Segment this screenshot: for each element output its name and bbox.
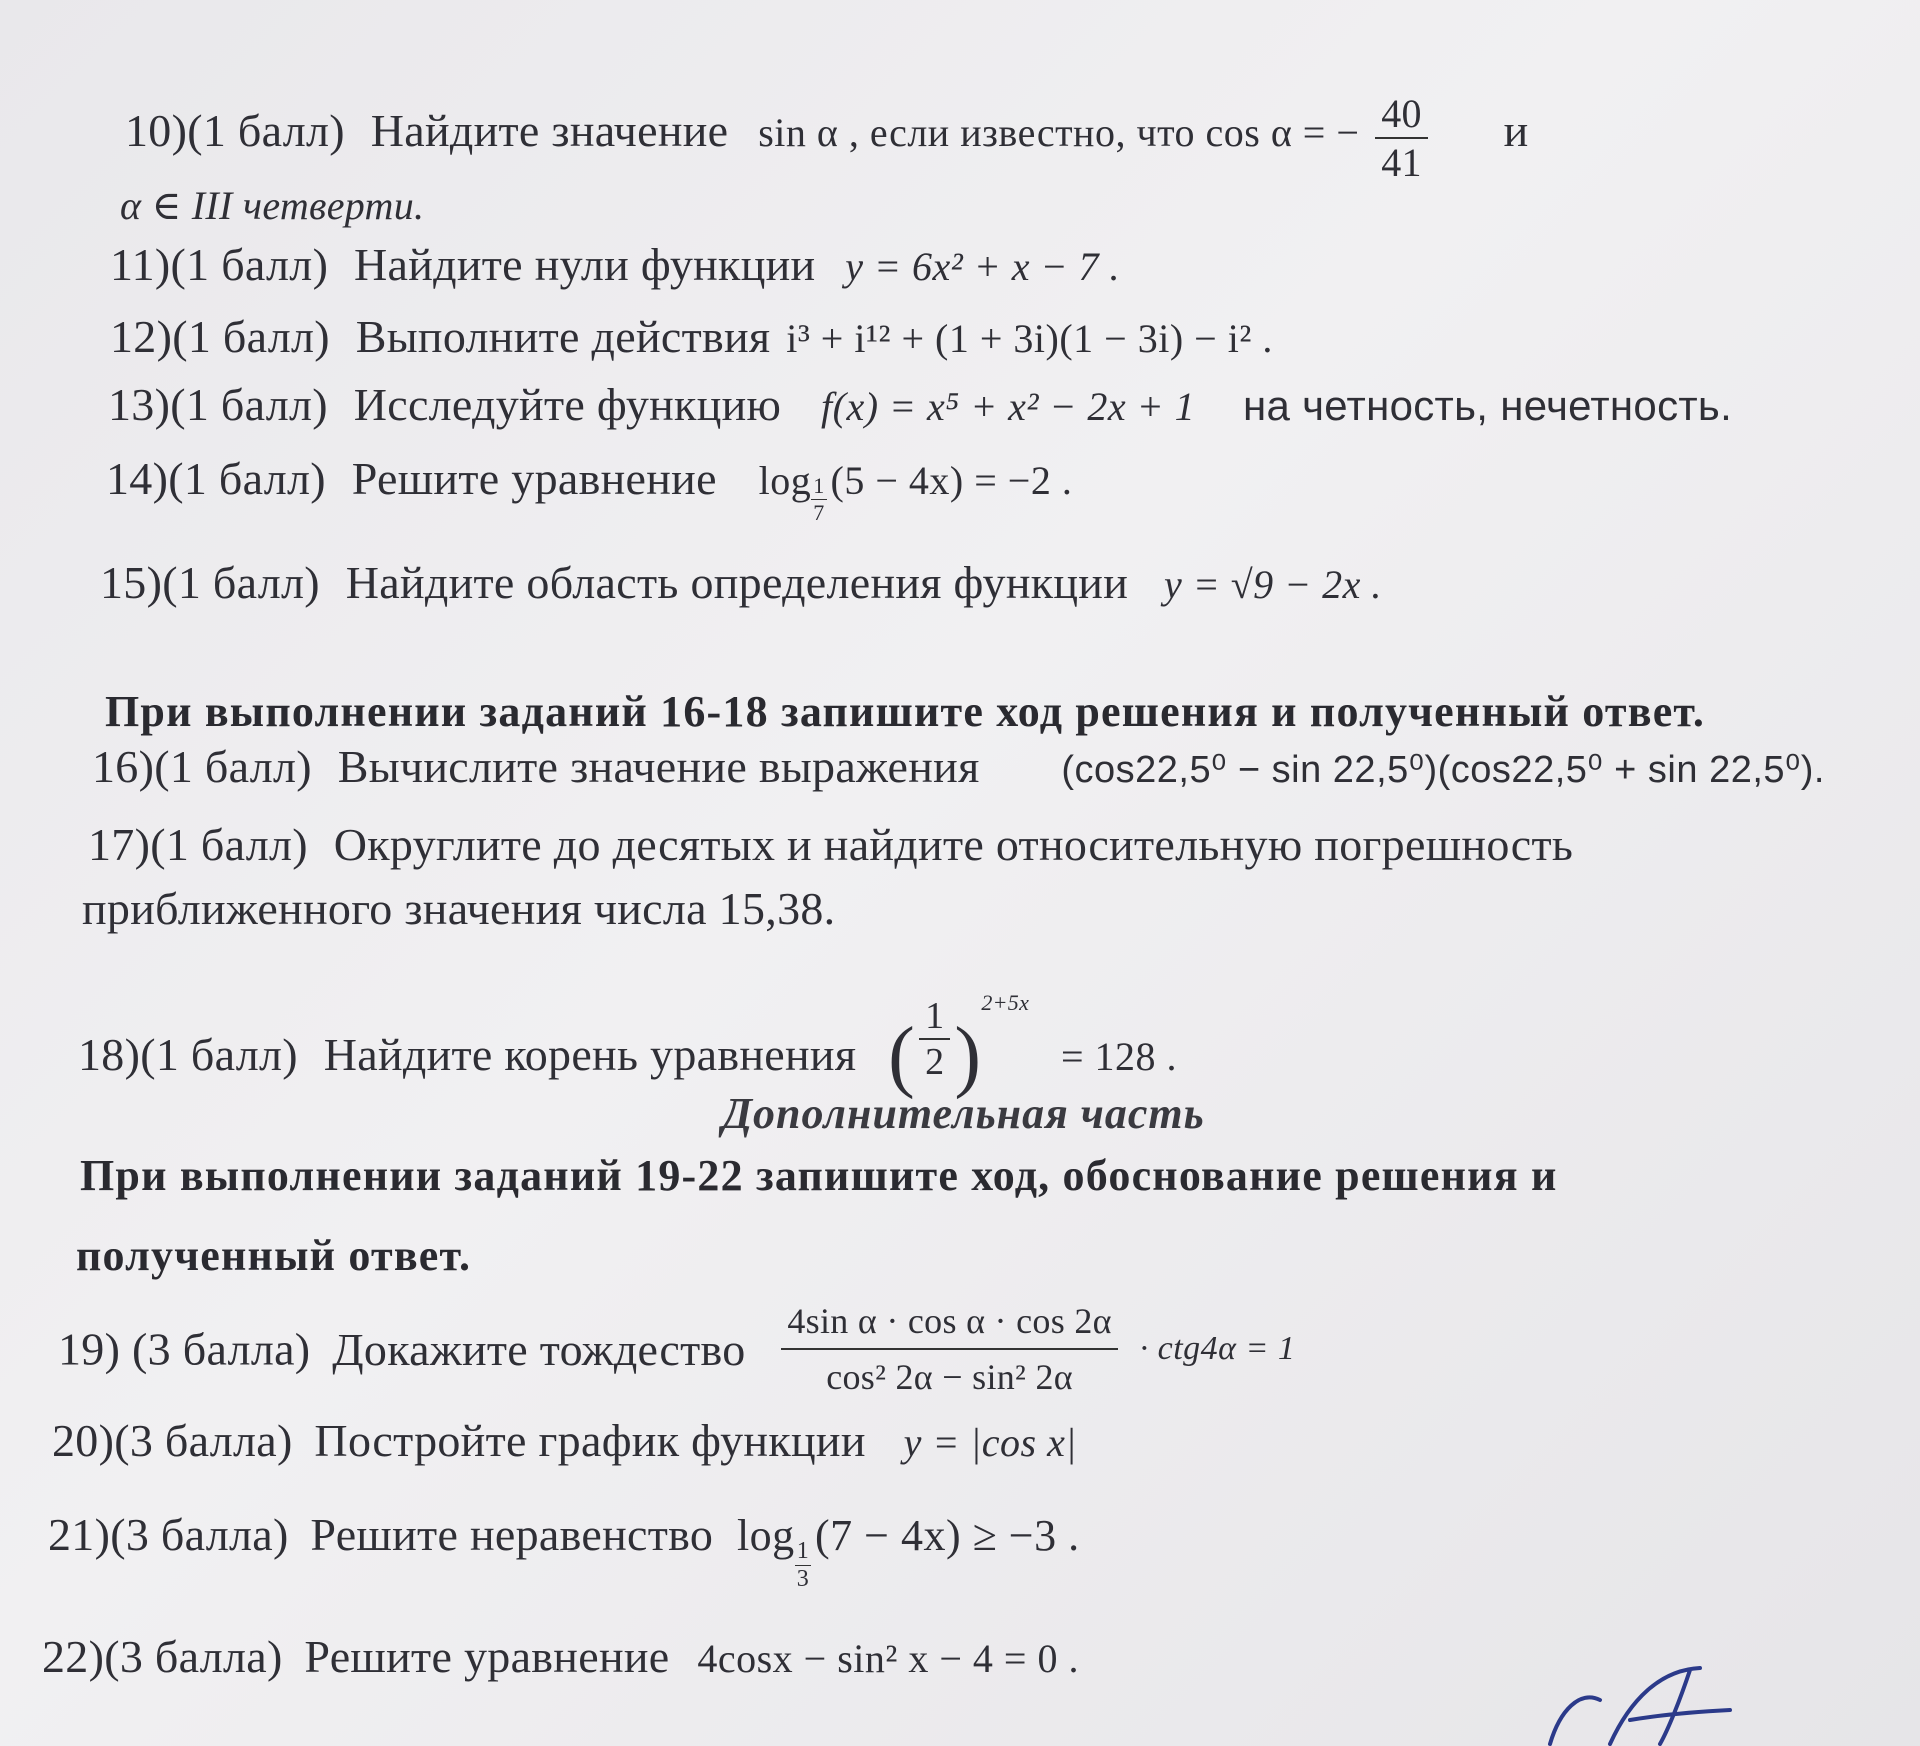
exponent: 2+5x <box>981 990 1030 1015</box>
task-15 <box>100 556 1382 609</box>
task-math: y = √9 − 2x . <box>1163 562 1382 607</box>
task-16 <box>92 740 1825 793</box>
task-math: (7 − 4x) ≥ −3 . <box>815 1511 1080 1560</box>
fraction <box>919 994 950 1084</box>
heading-text: При выполнении заданий 16-18 запишите ход решения и полученный ответ. <box>105 687 1706 736</box>
task-prefix: 10)(1 балл) <box>125 105 345 156</box>
fraction-denominator: 2 <box>925 1041 945 1083</box>
fraction <box>1375 90 1428 186</box>
fraction <box>781 1300 1117 1398</box>
task-prefix: 19) (3 балла) <box>58 1323 311 1375</box>
task-text: α ∈ III четверти. <box>120 183 425 228</box>
task-11 <box>110 238 1120 291</box>
task-13 <box>108 378 1732 431</box>
log-symbol: log <box>736 1511 795 1560</box>
task-text: Исследуйте функцию <box>353 379 782 430</box>
task-math: y = 6x² + x − 7 . <box>845 244 1120 289</box>
fraction-numerator: 4sin α · cos α · cos 2α <box>781 1300 1117 1350</box>
section-heading-16-18 <box>105 686 1705 737</box>
task-prefix: 16)(1 балл) <box>92 741 312 792</box>
task-text: Округлите до десятых и найдите относительную погрешность <box>333 819 1574 870</box>
section-subheading-additional <box>722 1088 1205 1139</box>
task-math: i³ + i¹² + (1 + 3i)(1 − 3i) − i² . <box>786 316 1273 361</box>
task-14 <box>106 452 1072 526</box>
fraction-denominator: 41 <box>1381 140 1422 185</box>
task-21 <box>48 1508 1080 1593</box>
task-20 <box>52 1414 1077 1467</box>
task-text: Решите уравнение <box>351 453 717 504</box>
task-prefix: 15)(1 балл) <box>100 557 320 608</box>
task-12 <box>110 310 1273 363</box>
log-base-fraction <box>811 473 826 526</box>
right-paren: ) <box>954 1012 982 1100</box>
task-prefix: 12)(1 балл) <box>110 311 330 362</box>
task-text: Вычислите значение выражения <box>337 741 980 792</box>
task-math: (cos22,5⁰ − sin 22,5⁰)(cos22,5⁰ + sin 22,5⁰). <box>1061 749 1825 791</box>
task-text: Решите неравенство <box>310 1509 714 1560</box>
fraction-numerator: 40 <box>1375 90 1428 139</box>
handwritten-signature <box>1540 1660 1740 1746</box>
section-heading-19-22-continuation <box>76 1230 471 1281</box>
task-tail: и <box>1503 105 1529 156</box>
task-10 <box>125 90 1529 186</box>
task-text: Решите уравнение <box>304 1631 670 1682</box>
left-paren: ( <box>888 1012 916 1100</box>
task-prefix: 14)(1 балл) <box>106 453 326 504</box>
log-base-denominator: 7 <box>813 500 825 525</box>
subheading-text: Дополнительная часть <box>722 1089 1205 1138</box>
task-17-continuation <box>82 882 835 935</box>
task-text: Докажите тождество <box>332 1323 746 1375</box>
task-math: y = |cos x| <box>903 1420 1077 1465</box>
heading-text-line-2: полученный ответ. <box>76 1231 472 1280</box>
task-math: 4cosx − sin² x − 4 = 0 . <box>697 1636 1079 1681</box>
task-19 <box>58 1300 1295 1398</box>
task-math: = 128 . <box>1060 1034 1178 1079</box>
task-prefix: 18)(1 балл) <box>78 1029 298 1080</box>
fraction-denominator: cos² 2α − sin² 2α <box>826 1357 1073 1397</box>
task-17 <box>88 818 1573 871</box>
task-prefix: 20)(3 балла) <box>52 1415 293 1466</box>
task-tail: на четность, нечетность. <box>1242 382 1733 429</box>
task-prefix: 22)(3 балла) <box>42 1631 283 1682</box>
heading-text-line-1: При выполнении заданий 19-22 запишите ход, обоснование решения и <box>80 1151 1558 1200</box>
task-prefix: 21)(3 балла) <box>48 1509 289 1560</box>
log-symbol: log <box>758 458 812 503</box>
task-text: Найдите нули функции <box>354 239 816 290</box>
task-18 <box>78 990 1177 1102</box>
task-text: Найдите корень уравнения <box>323 1029 857 1080</box>
task-10-continuation <box>120 182 424 229</box>
task-text: Постройте график функции <box>314 1415 866 1466</box>
task-prefix: 11)(1 балл) <box>110 239 329 290</box>
task-math: (5 − 4x) = −2 . <box>830 458 1073 503</box>
task-text: Найдите значение <box>370 105 729 156</box>
task-text: Выполните действия <box>355 311 771 362</box>
task-text: приближенного значения числа 15,38. <box>82 883 836 934</box>
fraction-numerator: 1 <box>919 994 950 1040</box>
log-base-numerator: 1 <box>813 473 825 498</box>
task-math: sin α , если известно, что cos α = − <box>758 110 1360 155</box>
log-base-numerator: 1 <box>796 1538 809 1564</box>
log-base-denominator: 3 <box>796 1566 809 1592</box>
task-math: · ctg4α = 1 <box>1139 1330 1296 1367</box>
task-math: f(x) = x⁵ + x² − 2x + 1 <box>821 384 1196 429</box>
section-heading-19-22 <box>80 1150 1558 1201</box>
task-text: Найдите область определения функции <box>345 557 1129 608</box>
log-base-fraction <box>795 1538 811 1593</box>
task-prefix: 13)(1 балл) <box>108 379 328 430</box>
task-22 <box>42 1630 1079 1683</box>
task-prefix: 17)(1 балл) <box>88 819 308 870</box>
